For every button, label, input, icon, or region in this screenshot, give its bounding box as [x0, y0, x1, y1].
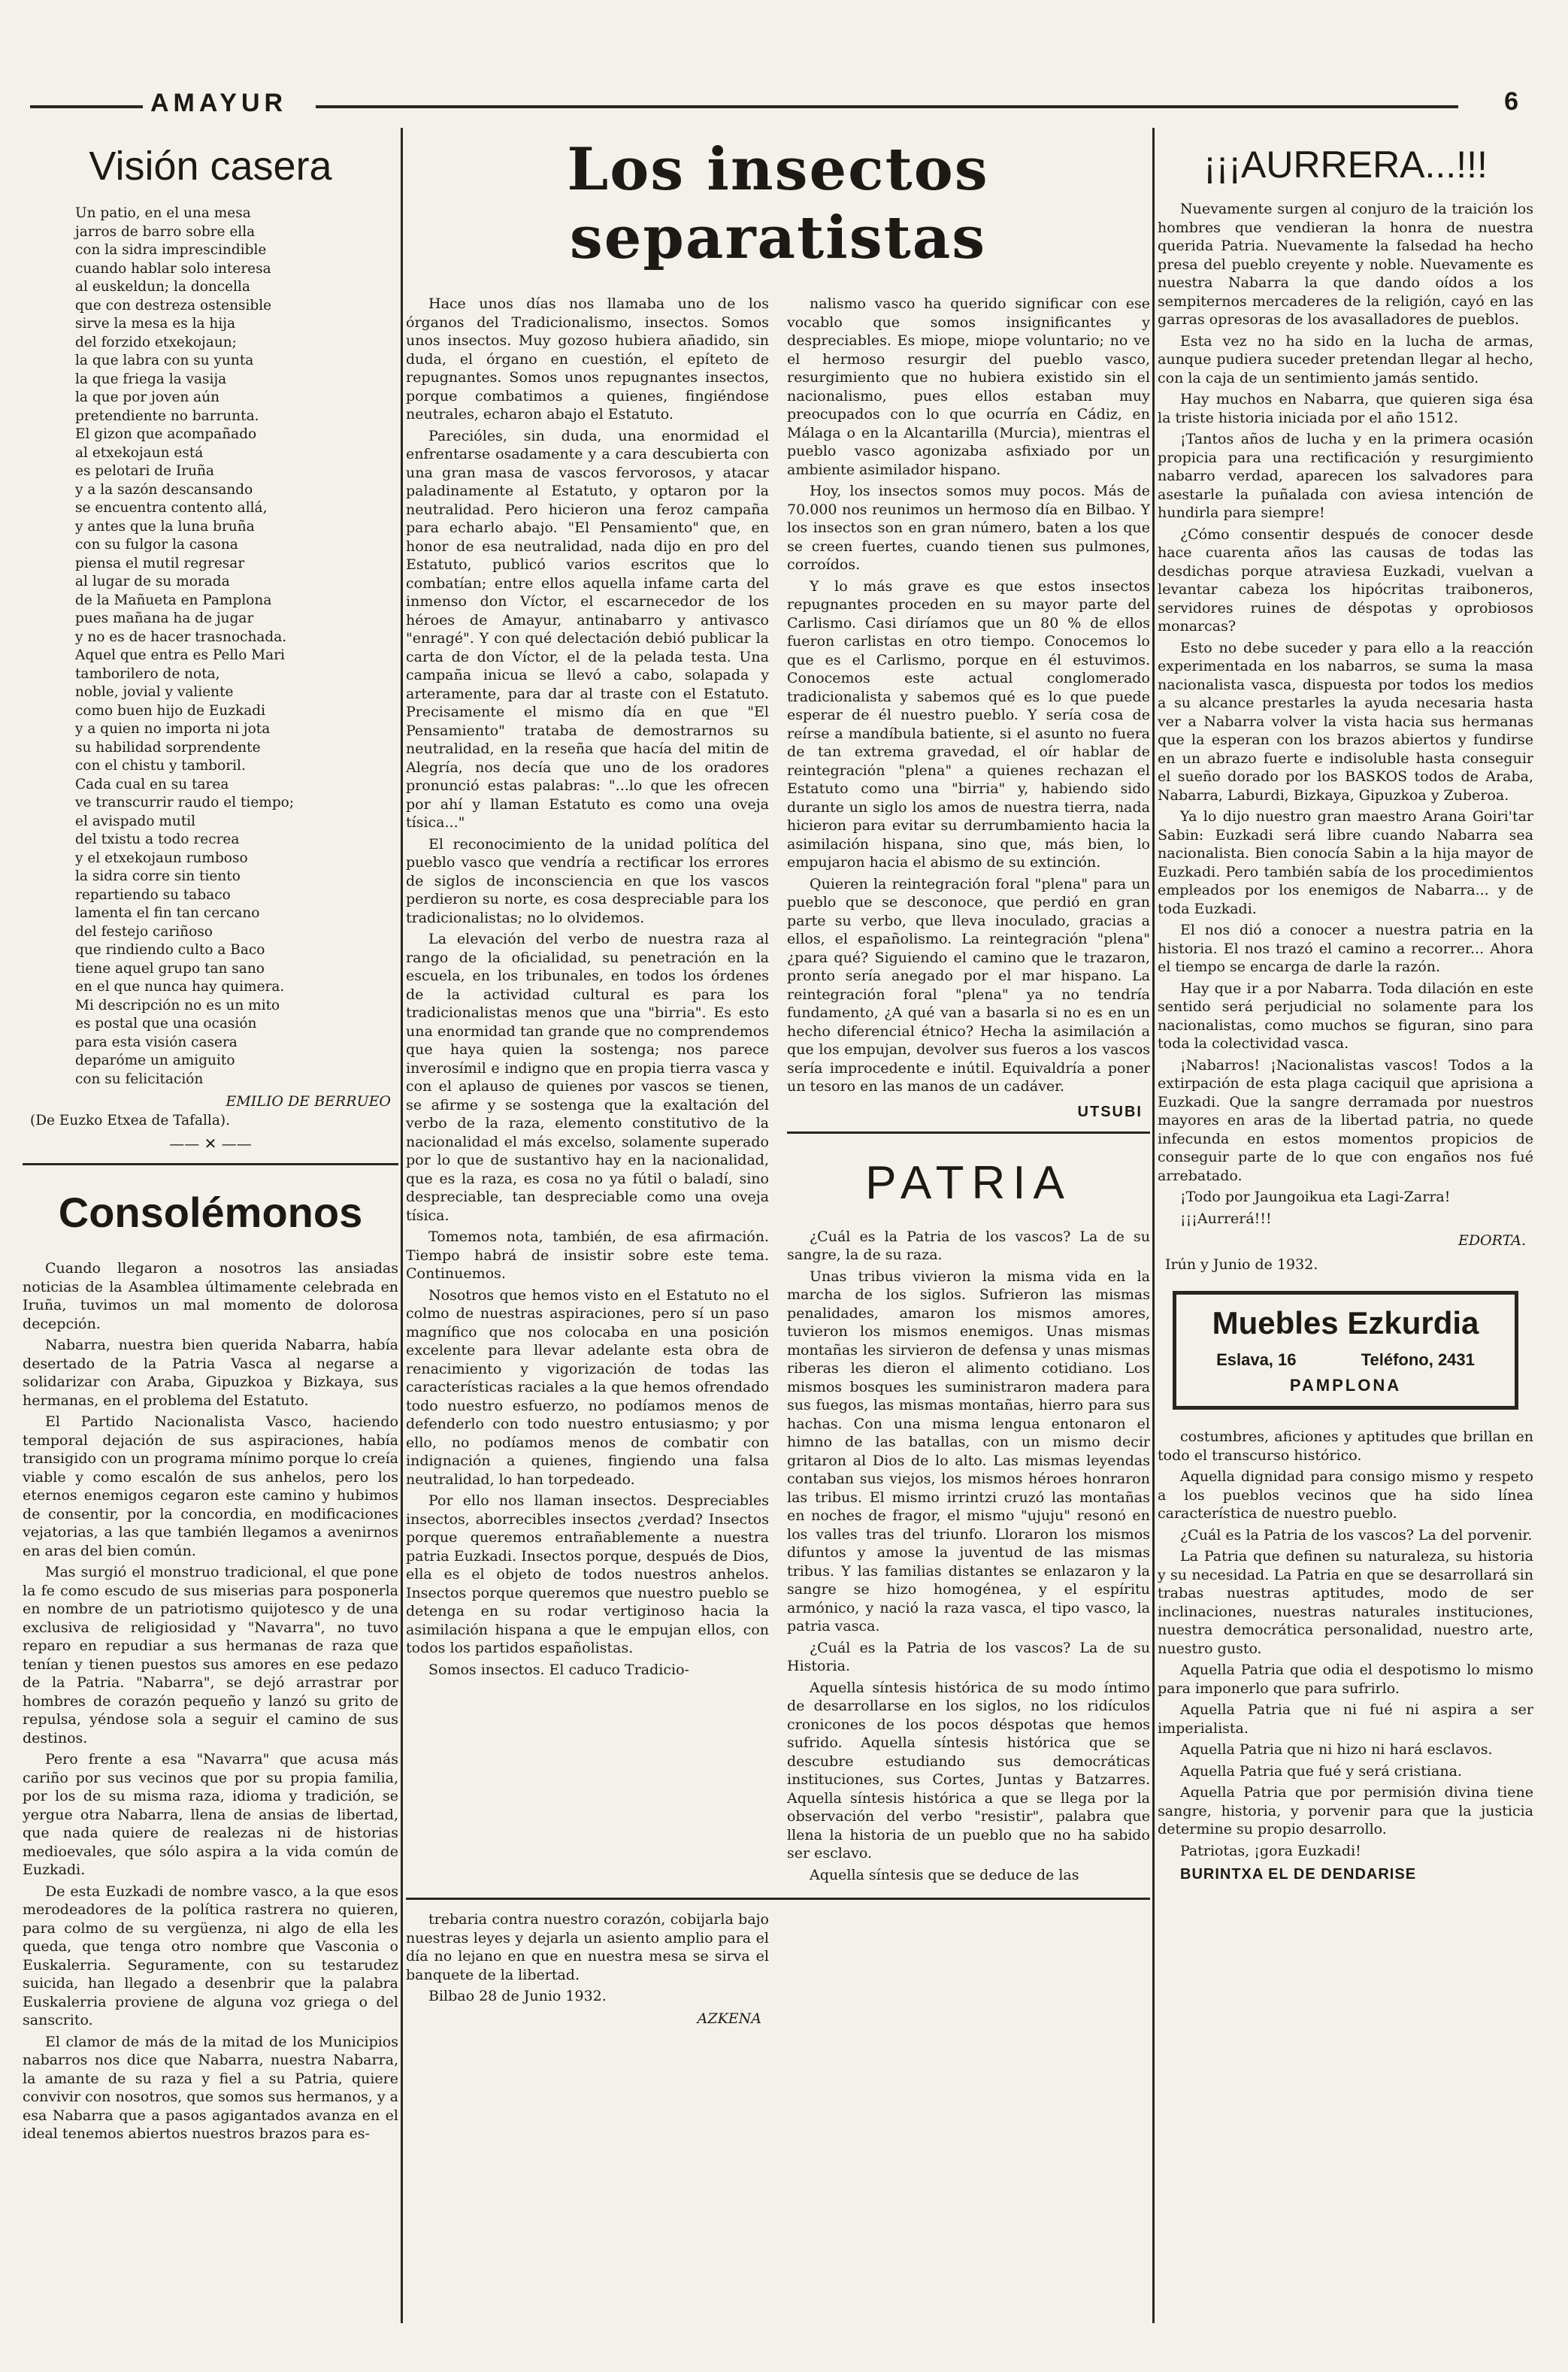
vision-lines-paragraph: la sidra corre sin tiento [75, 868, 241, 884]
consol-paras-paragraph: El clamor de más de la mitad de los Municipios nabarros nos dice que Nabarra, nuestra Nabarra, la amante de su raza y fiel a su Patria, quiere convivir con nosotros, que somos sus hermanos, y a esa Nabarra que a pasos agigantados avanza en el ideal tenemos abiertos nuestros brazos para es- [23, 2033, 398, 2142]
ad-contact [1184, 1350, 1507, 1370]
insect-b-paragraph: Hoy, los insectos somos muy pocos. Más de 70.000 nos reunimos un hermoso día en Bilbao. Y los insectos son en gran número, baten a los que se creen fuertes, cuando tienen sus pulmones, corroídos. [787, 483, 1150, 573]
column-right [1158, 128, 1533, 2353]
patria-c-paragraph: Aquella Patria que ni fué ni aspira a ser imperialista. [1158, 1701, 1533, 1737]
ad-phone: Teléfono, 2431 [1361, 1350, 1475, 1369]
patria-c-paragraph: Patriotas, ¡gora Euzkadi! [1180, 1842, 1361, 1859]
ad-city: PAMPLONA [1289, 1376, 1402, 1395]
vision-lines-paragraph: noble, jovial y valiente [75, 684, 234, 700]
vision-lines-paragraph: del txistu a todo recrea [75, 832, 240, 847]
vision-lines-paragraph: pretendiente no barrunta. [75, 407, 259, 424]
newspaper-page [23, 83, 1541, 2338]
aurrera-paras-paragraph: ¡Nabarros! ¡Nacionalistas vascos! Todos a la extirpación de esta plaga caciquil que aprisiona a Euzkadi. Que la sangre derramada por nuestros mayores en aras de la libertad patria, no quede infecunda en estos momentos propicios de conseguir parte de lo que con engaños nos fué arrebatado. [1158, 1056, 1533, 1184]
masthead-rule-right [316, 105, 1458, 108]
insectos-column-b-wrap [787, 295, 1150, 1887]
column-rule-2 [1152, 128, 1155, 2323]
vision-lines-paragraph: el avispado mutil [75, 813, 196, 829]
vision-title: Visión casera [89, 144, 332, 189]
vision-lines-paragraph: es postal que una ocasión [75, 1016, 257, 1032]
insectos-column-a [406, 295, 769, 1887]
aurrera-paras-paragraph: Esto no debe suceder y para ello a la reacción experimentada en los nabarros, se suma la masa nacionalista vasca, dispuesta por todos los medios a su alcance prestarles la ayuda necesaria hasta ver a Nabarra volver la vista hacia sus hermanas que la esperan con los brazos abiertos y fundirse en un abrazo fuerte e indisoluble hasta conseguir el sueño dorado por los BASKOS todos de Araba, Nabarra, Laburdi, Bizkaya, Gipuzkoa y Zuberoa. [1158, 639, 1533, 804]
vision-lines-paragraph: ve transcurrir raudo el tiempo; [75, 795, 295, 810]
vision-lines-paragraph: piensa el mutil regresar [75, 555, 245, 571]
vision-lines-paragraph: del forzido etxekojaun; [75, 334, 237, 350]
insect-a-paragraph: Por ello nos llaman insectos. Despreciables insectos, aborrecibles insectos ¿verdad? Insectos porque queremos entrañablemente a nuestra patria Euzkadi. Insectos porque, después de Dios, ella es el objeto de todos nuestros anhelos. Insectos porque queremos que nuestro pueblo se detenga en su rodar vertiginoso hacia la asimilación hispana a que le empujan ellos, con todos los partidos españolistas. [406, 1492, 769, 1656]
vision-lines-paragraph: es pelotari de Iruña [75, 463, 214, 479]
vision-lines-paragraph: al euskeldun; la doncella [75, 279, 250, 295]
patria-c-paragraph: Aquella dignidad para consigo mismo y respeto a los pueblos vecinos que ha sido línea característica de nuestro pueblo. [1158, 1468, 1533, 1522]
vision-lines-paragraph: al lugar de su morada [75, 574, 230, 589]
patria-a-paragraph: Aquella síntesis histórica de su modo íntimo de desarrollarse en los siglos, no los ridículos cronicones de los pocos déspotas que hemos sufrido. Aquella síntesis histórica que se descubre estudiando sus democráticas instituciones, sus Cortes, Juntas y Batzarres. Aquella síntesis histórica a que se llega por la observación del verbo "resistir", palabra que llena la historia de un pueblo que no ha sabido ser esclavo. [787, 1679, 1150, 1862]
consol-paras-paragraph: Nabarra, nuestra bien querida Nabarra, había desertado de la Patria Vasca al negarse a solidarizar con Araba, Gipuzkoa y Bizkaya, sus hermanas, en el problema del Estatuto. [23, 1337, 398, 1409]
consol-paras-paragraph: De esta Euzkadi de nombre vasco, a la que esos merodeadores de la política rastrera no quieren, para colmo de su vergüenza, ni algo de ella les queda, que tenga otro nombre que Vasconia o Euskalerria. Seguramente, con su testarudez suicida, han llegado a desenbrir que la palabra Euskalerria proviene de alguna voz griega o del sanscrito. [23, 1883, 398, 2028]
vision-lines-paragraph: como buen hijo de Euzkadi [75, 702, 265, 719]
patria-b-signature: AZKENA [697, 2010, 761, 2027]
insect-b-paragraph: Y lo más grave es que estos insectos repugnantes proceden en su mayor parte del Carlismo. Casi diríamos que un 80 % de ellos fueron carlistas en otro tiempo. Conocemos lo que es el Carlismo, porque en él estuvimos. Conocemos este actual conglomerado tradicionalista y sabemos qué es lo que puede esperar de él nuestro pueblo. Y sería cosa de reírse a mandíbula batiente, si el asunto no fuera de tan extrema gravedad, el oír hablar de reintegración "plena" a quienes rechazan el Estatuto como una "birria" y, habiendo sido durante un siglo los amos de nuestra tierra, nada hicieron para evitar su derrumbamiento hacia la asimilación hispana, sino que, más bien, lo empujaron hacia el abismo de su extinción. [787, 577, 1150, 871]
insectos-footer [406, 1910, 1150, 2030]
insectos-signature: UTSUBI [1077, 1103, 1143, 1120]
column-rule-1 [401, 128, 403, 2323]
patria-c-paragraph: Aquella Patria que odia el despotismo lo mismo para imponerlo que para sufrirlo. [1158, 1662, 1533, 1697]
aurrera-paras-paragraph: Hay que ir a por Nabarra. Toda dilación en este sentido será perjudicial no solamente para los nacionalistas, como muchos se figuran, sino para toda la colectividad vasca. [1158, 980, 1533, 1052]
vision-lines-paragraph: con el chistu y tamboril. [75, 758, 246, 774]
aurrera-paras-paragraph: El nos dió a conocer a nuestra patria en la historia. El nos trazó el camino a recorrer... Ahora el tiempo se encarga de darle la razón. [1158, 922, 1533, 975]
vision-lines-paragraph: del festejo cariñoso [75, 923, 213, 940]
consol-paras-paragraph: Mas surgió el monstruo tradicional, el que pone la fe como escudo de sus miserias para posponerla en nombre de un patriotismo quijotesco y de una exclusiva de religiosidad y "Navarra", no tuvo reparo en repudiar a sus hermanas de raza que tenían y tienen puestos sus amores en ese pedazo de la Patria. "Nabarra", se dejó arrastrar por hombres de corazón pequeño y lanzó su grito de repulsa, yéndose sola a seguir el camino de sus destinos. [23, 1564, 398, 1746]
vision-lines-paragraph: la que friega la vasija [75, 371, 227, 387]
vision-lines-paragraph: con la sidra imprescindible [75, 242, 267, 258]
consol-paras-paragraph: Pero frente a esa "Navarra" que acusa más cariño por sus vecinos que por su propia familia, por los de su misma raza, idioma y tradición, se yergue otra Nabarra, llena de ansias de libertad, que nada quiere de realezas ni de historias medioevales, que sólo aspira a la vida común de Euzkadi. [23, 1751, 398, 1878]
insectos-bottom-rule [406, 1898, 1150, 1900]
vision-lines-paragraph: y a quien no importa ni jota [75, 721, 271, 737]
aurrera-paras-paragraph: ¡Todo por Jaungoikua eta Lagi-Zarra! [1180, 1189, 1451, 1205]
consol-paras-paragraph: Cuando llegaron a nosotros las ansiadas noticias de la Asamblea últimamente celebrada en Iruña, tuvimos un mal momento de dolorosa decepción. [23, 1260, 398, 1332]
insect-a-paragraph: Parecióles, sin duda, una enormidad el enfrentarse osadamente y a cara descubierta con una gran masa de vascos fervorosos, y atacar paladinamente al Estatuto, y optaron por la neutralidad. Pero hicieron una feroz campaña para echarlo abajo. "El Pensamiento" que, en honor de esa neutralidad, nada dijo en pro del Estatuto, publicó varios escritos que lo combatían; entre ellos aquella infame carta del inmenso don Víctor, el escarnecedor de los héroes de Amayur, antinabarro y antivasco "enragé". Y con qué delectación debió publicar la carta de don Víctor, el de la pelada testa. Una campaña inicua se llevó a cabo, solapada y arteramente, para dar al traste con el Estatuto. Precisamente el mismo día en que "El Pensamiento" trataba de demostrarnos su neutralidad, en la reseña que hacía del mitin de Alegría, nos decía que uno de los oradores pronunció estas palabras: "...lo que les ofrecen por ahí y llaman Estatuto es como una oveja tísica..." [406, 427, 769, 831]
patria-top-rule [787, 1131, 1150, 1134]
aurrera-paras-paragraph: Nuevamente surgen al conjuro de la traición los hombres que vendieran la honra de nuestra querida Patria. Nuevamente la falsedad ha hecho presa del pueblo creyente y noble. Nuevamente es nuestra Nabarra la que dando oídos a los sempiternos mercaderes de la religión, cayó en las garras opresoras de los avasalladores de pueblos. [1158, 201, 1533, 328]
vision-lines-paragraph: Cada cual en su tarea [75, 776, 229, 792]
patria-column-c [1158, 1428, 1533, 1860]
ad-address: Eslava, 16 [1216, 1350, 1297, 1369]
vision-lines-paragraph: que con destreza ostensible [75, 297, 272, 314]
aurrera-body [1158, 200, 1533, 1228]
masthead-rule-left [30, 105, 143, 108]
column-center [406, 128, 1150, 2353]
ad-name: Muebles Ezkurdia [1212, 1305, 1479, 1340]
aurrera-paras-paragraph: Esta vez no ha sido en la lucha de armas, aunque pudiera suceder pretendan llegar al hecho, con la caja de un sentimiento jamás sentido. [1158, 332, 1533, 386]
vision-lines-paragraph: tamborilero de nota, [75, 665, 220, 682]
ornament-divider: —— ✕ —— [169, 1135, 252, 1153]
vision-lines-paragraph: al etxekojaun está [75, 444, 204, 461]
aurrera-paras-paragraph: ¡¡¡Aurrerá!!! [1180, 1210, 1272, 1227]
consolemonos-body [23, 1259, 398, 2143]
vision-lines-paragraph: su habilidad sorprendente [75, 739, 261, 756]
insect-b-paragraph: nalismo vasco ha querido significar con ese vocablo que somos insignificantes y despreciables. Es miope, miope voluntario; no ve el hermoso resurgir del pueblo vasco, resurgimiento que no hubiera existido sin el nacionalismo, pues ellos estaban muy preocupados con lo que ocurría en Cádiz, en Málaga o en la Alcantarilla (Murcia), mientras el pueblo vasco agonizaba asfixiado por un ambiente asimilador hispano. [787, 295, 1150, 478]
patria-b-paragraph: trebaria contra nuestro corazón, cobijarla bajo nuestras leyes y dejarla un asiento amplio para el día no lejano en que en nuestra mesa se sirva el banquete de la libertad. [406, 1911, 769, 1983]
vision-lines-paragraph: con su fulgor la casona [75, 537, 238, 553]
aurrera-title: ¡¡¡AURRERA...!!! [1203, 144, 1488, 186]
vision-lines-paragraph: cuando hablar solo interesa [75, 260, 271, 277]
patria-column-b [406, 1910, 769, 2006]
insect-a-paragraph: El reconocimiento de la unidad política del pueblo vasco que vendría a rectificar los errores de siglos de inconsciencia en que los vascos perdieron su norte, es cosa despreciable para los tradicionalistas; no lo olvidemos. [406, 835, 769, 926]
vision-lines-paragraph: repartiendo su tabaco [75, 886, 231, 903]
vision-lines-paragraph: la que por joven aún [75, 389, 220, 405]
vision-lines-paragraph: con su felicitación [75, 1071, 204, 1087]
vision-lines-paragraph: sirve la mesa es la hija [75, 316, 236, 332]
vision-lines-paragraph: Aquel que entra es Pello Mari [75, 647, 285, 663]
vision-lines-paragraph: pues mañana ha de jugar [75, 610, 254, 626]
insectos-body [406, 295, 1150, 1887]
vision-poem [23, 204, 398, 1089]
aurrera-paras-paragraph: Hay muchos en Nabarra, que quieren siga ésa la triste historia iniciada por el año 1512. [1158, 391, 1533, 426]
vision-lines-paragraph: Un patio, en el una mesa [75, 205, 251, 221]
patria-final-signature: BURINTXA EL DE DENDARISE [1180, 1866, 1417, 1883]
aurrera-paras-paragraph: Ya lo dijo nuestro gran maestro Arana Goiri'tar Sabin: Euzkadi será libre cuando Nabarra sea nacionalista. Bien conocía Sabin a la hija mayor de Euzkadi. Pero también sabía de los procedimientos empleados por los enemigos de Nabarra... y de toda Euzkadi. [1158, 808, 1533, 917]
insect-a-paragraph: Nosotros que hemos visto en el Estatuto no el colmo de nuestras aspiraciones, pero sí un paso magnífico que nos colocaba en una posición excelente para llevar adelante esta obra de renacimiento y vigorización de todas las características raciales a la que hemos ofrendado todo nuestro esfuerzo, no podíamos menos de defenderlo con todo nuestro entusiasmo; y por ello, no podíamos menos de combatir con indignación a quienes, fingiendo una falsa neutralidad, lo han torpedeado. [406, 1286, 769, 1488]
patria-title: PATRIA [865, 1156, 1072, 1209]
vision-lines-paragraph: que rindiendo culto a Baco [75, 942, 265, 958]
aurrera-author: EDORTA. [1458, 1232, 1526, 1249]
patria-c-paragraph: Aquella Patria que fué y será cristiana. [1180, 1762, 1462, 1780]
column-left [23, 128, 398, 2353]
vision-lines-paragraph: Mi descripción no es un mito [75, 997, 280, 1013]
vision-lines-paragraph: en el que nunca hay quimera. [75, 979, 285, 995]
masthead-name: AMAYUR [150, 89, 288, 117]
consolemonos-title: Consolémonos [58, 1189, 363, 1236]
insect-a-paragraph: Somos insectos. El caduco Tradicio- [428, 1661, 689, 1678]
vision-lines-paragraph: tiene aquel grupo tan sano [75, 960, 265, 977]
insectos-footer-left [406, 1910, 769, 2030]
patria-a-paragraph: Unas tribus vivieron la misma vida en la marcha de los siglos. Sufrieron las mismas penalidades, amaron los mismos amores, tuvieron los mismos enemigos. Unas mismas montañas les sirvieron de defensa y unas mismas riberas les dieron el alimento cotidiano. Los mismos bosques les suministraron madera para sus fuegos, las mismas montañas, hierro para sus hachas. Con una misma lengua entonaron el himno de las batallas, con un mismo decir gritaron al Dios de lo alto. Las mismas leyendas contaban sus viejos, los mismos héroes honraron las tribus. El mismo irrintzi cruzó las montañas en noches de fragor, el mismo "ujuju" resonó en los valles tras del triunfo. Lloraron los mismos difuntos y amose la juventud de las mismas tribus. Y las familias distantes se enlazaron y la sangre se hizo homogénea, y el espíritu armónico, y nació la raza vasca, el tipo vasco, la patria vasca. [787, 1268, 1150, 1634]
vision-lines-paragraph: se encuentra contento allá, [75, 500, 268, 516]
patria-c-paragraph: La Patria que definen su naturaleza, su historia y su necesidad. La Patria en que se desarrollará sin trabas nuestras aptitudes, modo de ser inclinaciones, nuestras naturales instituciones, nuestra democrática personalidad, nuestro arte, nuestro gusto. [1158, 1548, 1533, 1657]
vision-lines-paragraph: de la Mañueta en Pamplona [75, 592, 272, 608]
insectos-column-b [787, 295, 1150, 1096]
vision-author: EMILIO DE BERRUEO [226, 1093, 391, 1110]
vision-lines-paragraph: jarros de barro sobre ella [75, 223, 256, 240]
vision-lines-paragraph: lamenta el fin tan cercano [75, 905, 260, 921]
section-divider [23, 1163, 398, 1165]
patria-b-paragraph: Bilbao 28 de Junio 1932. [428, 1988, 607, 2004]
insect-b-paragraph: Quieren la reintegración foral "plena" para un pueblo que se desconoce, que perdió en gran parte su verbo, que lleva inoculado, gracias a ellos, el españolismo. La reintegración "plena" ¿para qué? Siguiendo el camino que le trazaron, pronto sería anegado por el mar hispano. La reintegración foral "plena" ya no tendría fundamento, ¿A qué van a basarla si no es en un hecho diferencial étnico? Hecha la asimilación a que los empujan, devolver sus fueros a los vascos sería improcedente e inútil. Equivaldría a poner un tesoro en las manos de un cadáver. [787, 875, 1150, 1095]
vision-lines-paragraph: y a la sazón descansando [75, 481, 253, 498]
vision-source: (De Euzko Etxea de Tafalla). [30, 1113, 230, 1128]
vision-lines-paragraph: la que labra con su yunta [75, 353, 254, 368]
vision-lines-paragraph: y no es de hacer trasnochada. [75, 629, 287, 645]
patria-c-paragraph: Aquella Patria que por permisión divina tiene sangre, historia, y porvenir para que la justicia determine su propio desarrollo. [1158, 1784, 1533, 1837]
insectos-title: Los insectos separatistas [567, 135, 989, 272]
patria-a-paragraph: ¿Cuál es la Patria de los vascos? La de su Historia. [787, 1639, 1150, 1674]
insect-a-paragraph: La elevación del verbo de nuestra raza al rango de la oficialidad, su penetración en la escuela, en los tribunales, en todos los órdenes de la actividad cultural es para los tradicionalistas menos que una "birria". Es esto una enormidad tan grande que no comprendemos que haya quien la sostenga; nos parece inverosímil e indigno que en propia tierra vasca y con el aplauso de quienes por vascos se tienen, se afirme y se sostenga que la exaltación del verbo de la raza, elemento constitutivo de la nacionalidad el más excelso, solamente superado por lo que de sustantivo hay en la nacionalidad, que es la raza, es cosa no ya fútil o baladí, sino despreciable, tan despreciable como una oveja tísica. [406, 931, 769, 1224]
vision-lines-paragraph: El gizon que acompañado [75, 426, 257, 442]
patria-a-paragraph: ¿Cuál es la Patria de los vascos? La de su sangre, la de su raza. [787, 1228, 1150, 1263]
patria-column-a [787, 1228, 1150, 1885]
patria-c-paragraph: costumbres, aficiones y aptitudes que brillan en todo el transcurso histórico. [1158, 1428, 1533, 1464]
patria-a-paragraph: Aquella síntesis que se deduce de las [810, 1866, 1079, 1883]
aurrera-paras-paragraph: ¿Cómo consentir después de conocer desde hace cuarenta años las causas de todas las desdichas porque atraviesa Euzkadi, vuelvan a levantar cabeza los hipócritas traiboneros, servidores ruines de déspotas y oprobiosos monarcas? [1158, 526, 1533, 635]
vision-lines-paragraph: y antes que la luna bruña [75, 518, 255, 535]
insectos-footer-right [787, 1910, 1150, 2030]
insect-a-paragraph: Hace unos días nos llamaba uno de los órganos del Tradicionalismo, insectos. Somos unos insectos. Muy gozoso hubiera añadido, sin duda, el órgano en cuestión, el epíteto de repugnantes. Somos unos repugnantes insectos, porque combatimos a quienes, fingiéndose neutrales, echaron abajo el Estatuto. [406, 295, 769, 423]
patria-c-paragraph: ¿Cuál es la Patria de los vascos? La del porvenir. [1180, 1526, 1533, 1543]
vision-lines-paragraph: para esta visión casera [75, 1034, 238, 1050]
insect-a-paragraph: Tomemos nota, también, de esa afirmación. Tiempo habrá de insistir sobre este tema. Continuemos. [406, 1228, 769, 1282]
vision-lines-paragraph: deparóme un amiguito [75, 1053, 235, 1068]
aurrera-place-date: Irún y Junio de 1932. [1165, 1256, 1318, 1273]
vision-lines-paragraph: y el etxekojaun rumboso [75, 850, 248, 866]
furniture-ad [1173, 1291, 1518, 1410]
patria-c-paragraph: Aquella Patria que ni hizo ni hará esclavos. [1180, 1741, 1493, 1758]
page-number: 6 [1504, 87, 1518, 116]
masthead [30, 83, 1533, 120]
consol-paras-paragraph: El Partido Nacionalista Vasco, haciendo temporal dejación de sus aspiraciones, había transigido con un programa mínimo porque lo creía viable y como escalón de sus anhelos, pero los eternos enemigos cegaron este camino y hubimos de consentir, por la concordia, en modificaciones vejatorias, a las que también llegamos a avenirnos en aras del bien común. [23, 1413, 398, 1559]
aurrera-paras-paragraph: ¡Tantos años de lucha y en la primera ocasión propicia para una rectificación y resurgimiento nabarro verdad, aparecen los salvadores para asestarle la puñalada con aviesa intención de hundirla para siempre! [1158, 431, 1533, 521]
